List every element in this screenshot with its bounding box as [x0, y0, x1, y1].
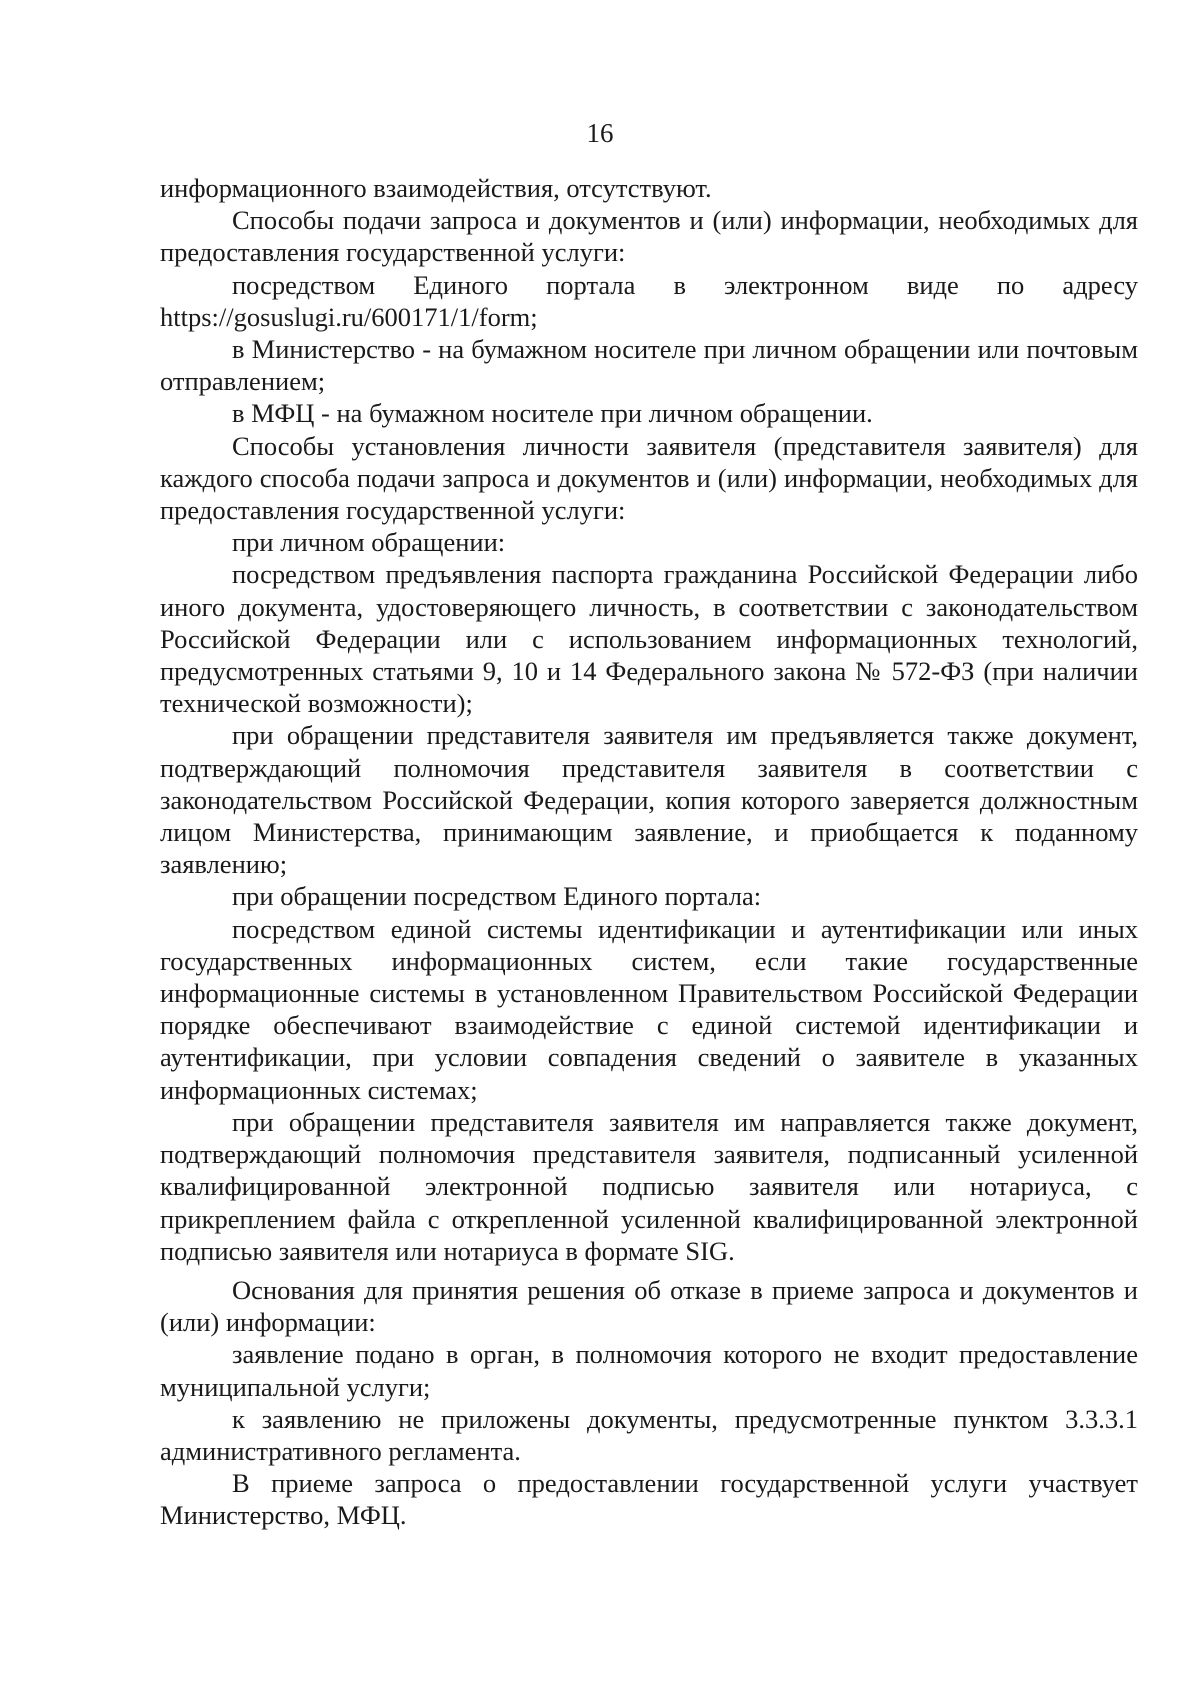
- paragraph: в МФЦ - на бумажном носителе при личном обращении.: [232, 398, 873, 429]
- paragraph: В приеме запроса о предоставлении государственной услуги участвует Министерство, МФЦ.: [160, 1468, 1138, 1531]
- paragraph: при личном обращении:: [232, 527, 506, 558]
- paragraph: Основания для принятия решения об отказе в приеме запроса и документов и (или) информации:: [160, 1274, 1138, 1338]
- paragraph: при обращении представителя заявителя им направляется также документ, подтверждающий полномочия представителя заявителя, подписанный усиленной квалифицированной электронной подписью заявителя или нотариуса, с прикреплением файла с открепленной усиленной квалифицированной электронной подписью заявителя или нотариуса в формате SIG.: [160, 1106, 1138, 1266]
- paragraph: заявление подано в орган, в полномочия которого не входит предоставление муниципальной услуги;: [160, 1339, 1138, 1402]
- paragraph: посредством единой системы идентификации и аутентификации или иных государственных информационных систем, если такие государственные информационные системы в установленном Правительством Российской Федерации порядке обеспечивают взаимодействие с единой системой идентификации и аутентификации, при условии совпадения сведений о заявителе в указанных информационных системах;: [160, 913, 1138, 1105]
- paragraph: посредством Единого портала в электронном виде по адресу https://gosuslugi.ru/600171/1/form;: [160, 269, 1138, 332]
- paragraph: Способы установления личности заявителя (представителя заявителя) для каждого способа подачи запроса и документов и (или) информации, необходимых для предоставления государственной услуги:: [160, 430, 1138, 526]
- paragraph: к заявлению не приложены документы, предусмотренные пунктом 3.3.3.1 административного регламента.: [160, 1403, 1138, 1466]
- page-number: 16: [586, 118, 614, 148]
- paragraph: при обращении посредством Единого портала:: [232, 881, 762, 912]
- paragraph: в Министерство - на бумажном носителе при личном обращении или почтовым отправлением;: [160, 334, 1138, 397]
- document-body: [160, 172, 1138, 1532]
- paragraph: посредством предъявления паспорта гражданина Российской Федерации либо иного документа, удостоверяющего личность, в соответствии с законодательством Российской Федерации или с использованием информационных технологий, предусмотренных статьями 9, 10 и 14 Федерального закона № 572-ФЗ (при наличии технической возможности);: [160, 559, 1138, 719]
- paragraph: Способы подачи запроса и документов и (или) информации, необходимых для предоставления государственной услуги:: [160, 205, 1138, 268]
- paragraph: при обращении представителя заявителя им предъявляется также документ, подтверждающий полномочия представителя заявителя в соответствии с законодательством Российской Федерации, копия которого заверяется должностным лицом Министерства, принимающим заявление, и приобщается к поданному заявлению;: [160, 720, 1138, 880]
- paragraph: информационного взаимодействия, отсутствуют.: [160, 173, 712, 203]
